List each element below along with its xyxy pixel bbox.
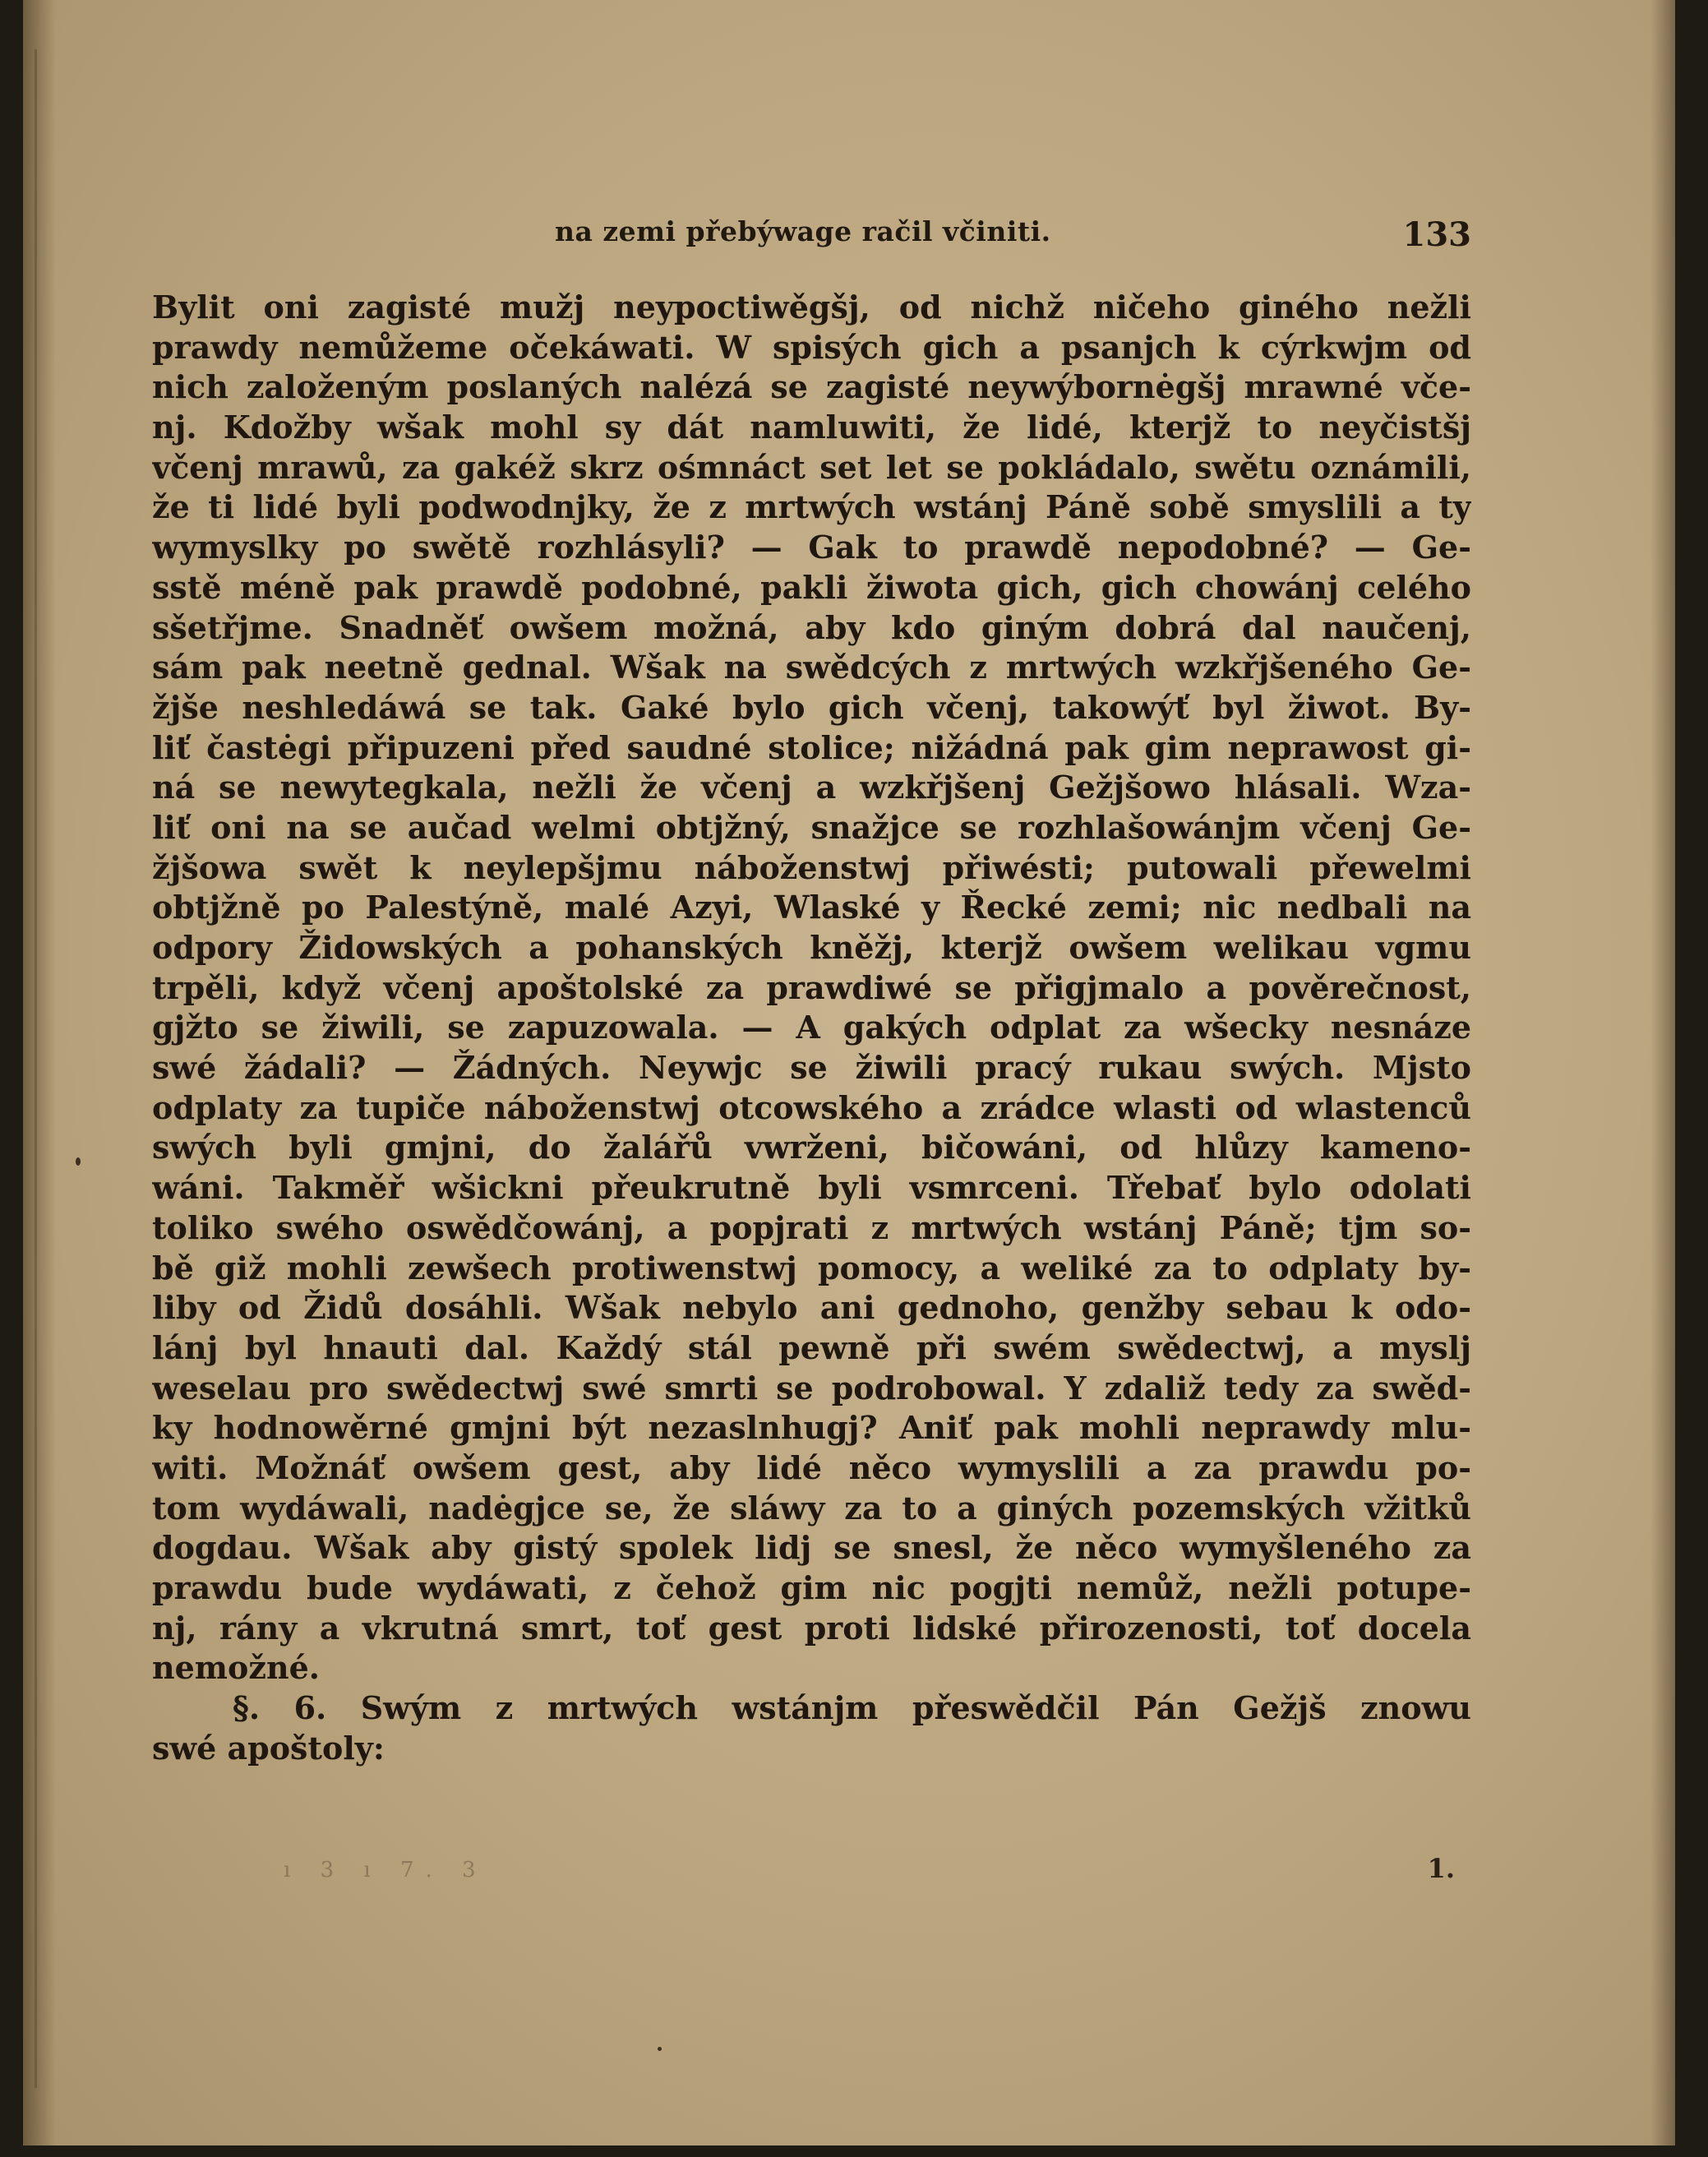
text-line: že ti lidé byli podwodnjky, že z mrtwých wstánj Páně sobě smyslili a ty [152, 488, 1471, 526]
text-line: odpory Židowských a pohanských kněžj, kterjž owšem welikau vgmu [152, 929, 1471, 966]
text-line: žjšowa swět k neylepšjmu náboženstwj přiwésti; putowali přewelmi [152, 848, 1471, 886]
text-line: bě giž mohli zewšech protiwenstwj pomocy, a weliké za to odplaty by- [152, 1249, 1471, 1286]
text-line: prawdy nemůžeme očekáwati. W spisých gich a psanjch k cýrkwjm od [152, 328, 1471, 366]
text-line: ky hodnowěrné gmjni být nezaslnhugj? Aniť pak mohli neprawdy mlu- [152, 1409, 1471, 1447]
text-line: nemožné. [152, 1649, 320, 1687]
text-line: liby od Židů dosáhli. Wšak nebylo ani gednoho, genžby sebau k odo- [152, 1289, 1471, 1327]
gutter-fold [35, 49, 37, 2088]
text-line: ná se newytegkala, nežli že včenj a wzkřjšenj Gežjšowo hlásali. Wza- [152, 769, 1471, 806]
text-line: weselau pro swědectwj swé smrti se podrobowal. Y zdaliž tedy za swěd- [152, 1369, 1471, 1406]
text-line: Bylit oni zagisté mužj neypoctiwěgšj, od nichž ničeho giného nežli [152, 289, 1471, 326]
text-line: včenj mrawů, za gakéž skrz ośmnáct set let se pokládalo, swětu oznámili, [152, 448, 1471, 486]
text-line: dogdau. Wšak aby gistý spolek lidj se snesl, že něco wymyšleného za [152, 1529, 1471, 1567]
page-footer [152, 1853, 1471, 1894]
text-line: lánj byl hnauti dal. Každý stál pewně při swém swědectwj, a myslj [152, 1328, 1471, 1366]
body-text [152, 288, 1471, 1768]
ink-speck [658, 2047, 662, 2051]
catchword: 1. [1427, 1853, 1455, 1884]
text-line: nj. Kdožby wšak mohl sy dát namluwiti, že lidé, kterjž to neyčistšj [152, 409, 1471, 446]
text-line: nich založeným poslaných nalézá se zagisté neywýbornėgšj mrawné vče- [152, 368, 1471, 406]
running-head [148, 215, 1471, 256]
text-line: sám pak neetně gednal. Wšak na swědcých z mrtwých wzkřjšeného Ge- [152, 649, 1471, 686]
ink-speck [76, 1157, 81, 1166]
section-continuation-line: swé apoštoly: [152, 1729, 385, 1767]
section-heading-line: §. 6. Swým z mrtwých wstánjm přeswědčil Pán Gežjš znowu [233, 1689, 1471, 1727]
text-line: liť častėgi připuzeni před saudné stolice; nižádná pak gim neprawost gi- [152, 728, 1471, 766]
page-number: 133 [1402, 215, 1471, 254]
text-line: žjše neshledáwá se tak. Gaké bylo gich včenj, takowýť byl žiwot. By- [152, 688, 1471, 726]
text-line: wáni. Takměř wšickni přeukrutně byli vsmrceni. Třebať bylo odolati [152, 1169, 1471, 1207]
text-line: nj, rány a vkrutná smrt, toť gest proti lidské přirozenosti, toť docela [152, 1609, 1471, 1647]
text-line: liť oni na se aučad welmi obtjžný, snažjce se rozhlašowánjm včenj Ge- [152, 808, 1471, 846]
text-line: wymyslky po swětě rozhlásyli? — Gak to prawdě nepodobné? — Ge- [152, 529, 1471, 566]
text-line: trpěli, když včenj apoštolské za prawdiwé se přigjmalo a pověrečnost, [152, 968, 1471, 1006]
text-line: swé žádali? — Žádných. Neywjc se žiwili pracý rukau swých. Mjsto [152, 1049, 1471, 1087]
text-line: gjžto se žiwili, se zapuzowala. — A gakých odplat za wšecky nesnáze [152, 1009, 1471, 1046]
text-line: toliko swého oswědčowánj, a popjrati z mrtwých wstánj Páně; tjm so- [152, 1208, 1471, 1246]
bleed-through-text: ı 3 ı 7. 3 [284, 1858, 487, 1882]
text-line: sstě méně pak prawdě podobné, pakli žiwota gich, gich chowánj celého [152, 568, 1471, 606]
text-line: swých byli gmjni, do žalářů vwrženi, bičowáni, od hlůzy kameno- [152, 1129, 1471, 1166]
running-title: na zemi přebýwage račil včiniti. [555, 215, 1051, 247]
text-line: prawdu bude wydáwati, z čehož gim nic pogjti nemůž, nežli potupe- [152, 1569, 1471, 1606]
text-line: odplaty za tupiče náboženstwj otcowského a zrádce wlasti od wlastenců [152, 1088, 1471, 1126]
text-line: tom wydáwali, nadėgjce se, že sláwy za to a giných pozemských vžitků [152, 1489, 1471, 1527]
text-line: sšetřjme. Snadněť owšem možná, aby kdo giným dobrá dal naučenj, [152, 608, 1471, 646]
text-line: obtjžně po Palestýně, malé Azyi, Wlaské y Řecké zemi; nic nedbali na [152, 889, 1471, 926]
text-line: witi. Možnáť owšem gest, aby lidé něco wymyslili a za prawdu po- [152, 1448, 1471, 1486]
